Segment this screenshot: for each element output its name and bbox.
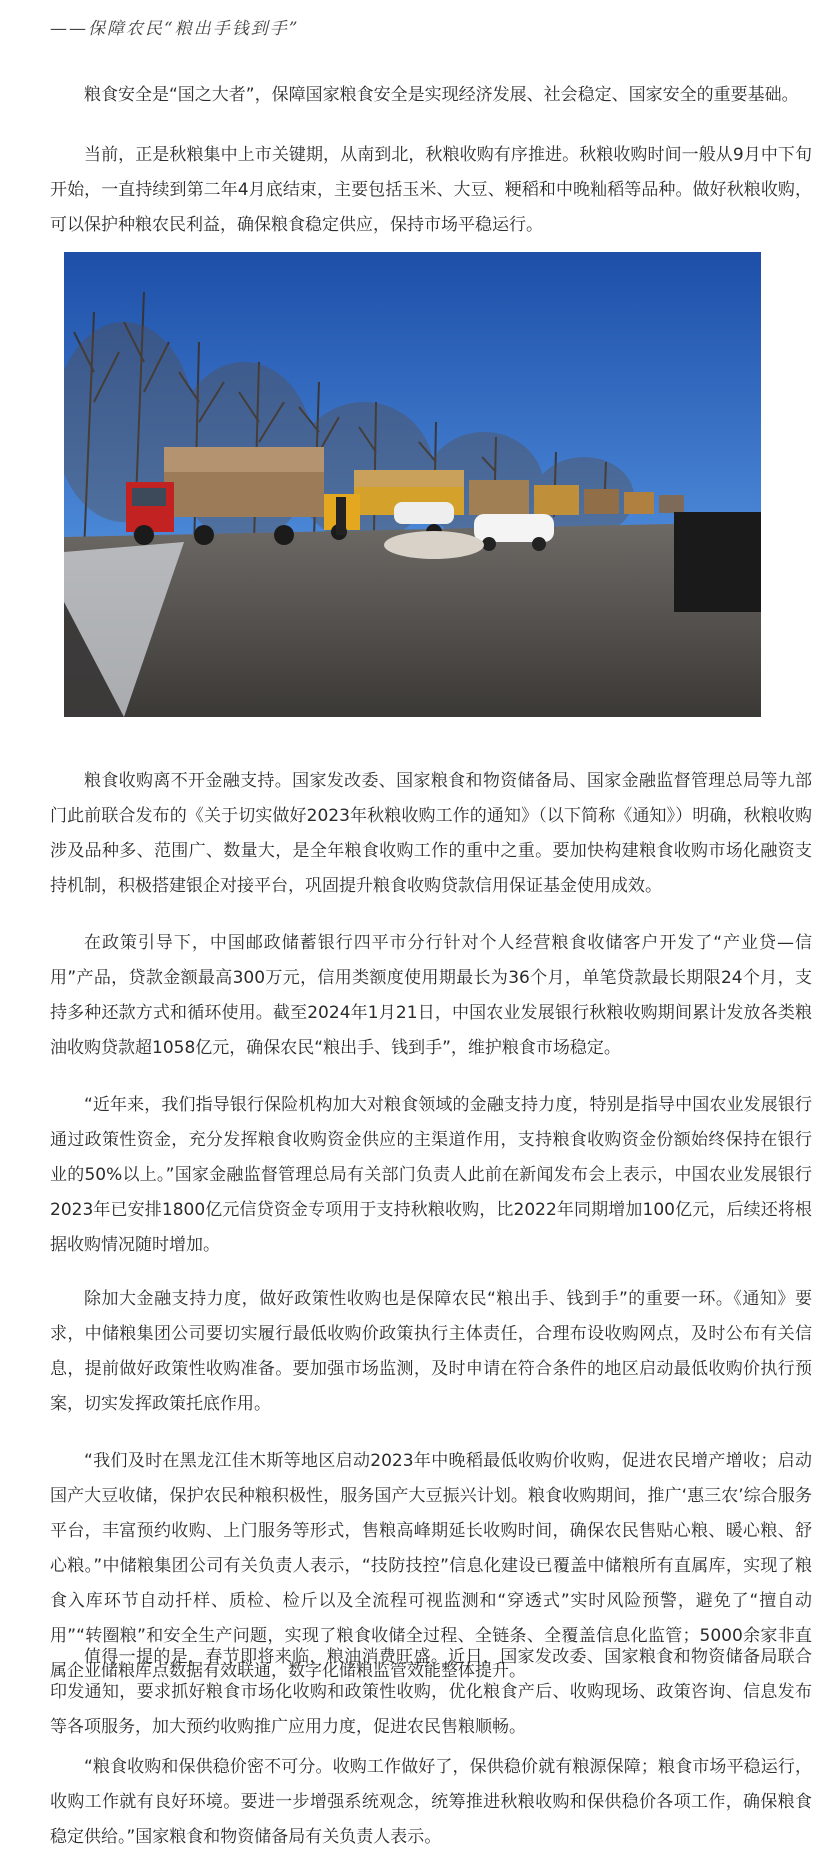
paragraph-5: “近年来，我们指导银行保险机构加大对粮食领域的金融支持力度，特别是指导中国农业发展银行通过政策性资金，充分发挥粮食收购资金供应的主渠道作用，支持粮食收购资金份额始终保持在银行业的50%以上。”国家金融监督管理总局有关部门负责人此前在新闻发布会上表示，中国农业发展银行2023年已安排1800亿元信贷资金专项用于支持秋粮收购，比2022年同期增加100亿元，后续还将根据收购情况随时增加。	[50, 1095, 812, 1255]
paragraph-7: “我们及时在黑龙江佳木斯等地区启动2023年中晚稻最低收购价收购，促进农民增产增收；启动国产大豆收储，保护农民种粮积极性，服务国产大豆振兴计划。粮食收购期间，推广‘惠三农’综合服务平台，丰富预约收购、上门服务等形式，售粮高峰期延长收购时间，确保农民售贴心粮、暖心粮、舒心粮。”中储粮集团公司有关负责人表示，“技防技控”信息化建设已覆盖中储粮所有直属库，实现了粮食入库环节自动扦样、质检、检斤以及全流程可视监测和“穿透式”实时风险预警，避免了“擅自动用”“转圈粮”和安全生产问题，实现了粮食收储全过程、全链条、全覆盖信息化监管；5000余家非直属企业储粮库点数据有效联通，数字化储粮监管效能整体提升。	[50, 1451, 812, 1681]
article-subtitle: ——保障农民“粮出手钱到手”	[50, 19, 300, 39]
paragraph-4: 在政策引导下，中国邮政储蓄银行四平市分行针对个人经营粮食收储客户开发了“产业贷—信用”产品，贷款金额最高300万元，信用类额度使用期最长为36个月，单笔贷款最长期限24个月，支持多种还款方式和循环使用。截至2024年1月21日，中国农业发展银行秋粮收购期间累计发放各类粮油收购贷款超1058亿元，确保农民“粮出手、钱到手”，维护粮食市场稳定。	[50, 933, 812, 1058]
article-photo-grain-trucks	[64, 252, 761, 717]
paragraph-9: “粮食收购和保供稳价密不可分。收购工作做好了，保供稳价就有粮源保障；粮食市场平稳运行，收购工作就有良好环境。要进一步增强系统观念，统筹推进秋粮收购和保供稳价各项工作，确保粮食稳定供给。”国家粮食和物资储备局有关负责人表示。	[50, 1757, 812, 1847]
paragraph-6: 除加大金融支持力度，做好政策性收购也是保障农民“粮出手、钱到手”的重要一环。《通知》要求，中储粮集团公司要切实履行最低收购价政策执行主体责任，合理布设收购网点，及时公布有关信息，提前做好政策性收购准备。要加强市场监测，及时申请在符合条件的地区启动最低收购价执行预案，切实发挥政策托底作用。	[50, 1289, 812, 1414]
paragraph-1: 粮食安全是“国之大者”，保障国家粮食安全是实现经济发展、社会稳定、国家安全的重要基础。	[84, 85, 799, 105]
paragraph-3: 粮食收购离不开金融支持。国家发改委、国家粮食和物资储备局、国家金融监督管理总局等九部门此前联合发布的《关于切实做好2023年秋粮收购工作的通知》（以下简称《通知》）明确，秋粮收购涉及品种多、范围广、数量大，是全年粮食收购工作的重中之重。要加快构建粮食收购市场化融资支持机制，积极搭建银企对接平台，巩固提升粮食收购贷款信用保证基金使用成效。	[50, 771, 812, 896]
paragraph-2: 当前，正是秋粮集中上市关键期，从南到北，秋粮收购有序推进。秋粮收购时间一般从9月中下旬开始，一直持续到第二年4月底结束，主要包括玉米、大豆、粳稻和中晚籼稻等品种。做好秋粮收购，可以保护种粮农民利益，确保粮食稳定供应，保持市场平稳运行。	[50, 145, 812, 235]
paragraph-8: 值得一提的是，春节即将来临，粮油消费旺盛。近日，国家发改委、国家粮食和物资储备局联合印发通知，要求抓好粮食市场化收购和政策性收购，优化粮食产后、收购现场、政策咨询、信息发布等各项服务，加大预约收购推广应用力度，促进农民售粮顺畅。	[50, 1647, 812, 1737]
